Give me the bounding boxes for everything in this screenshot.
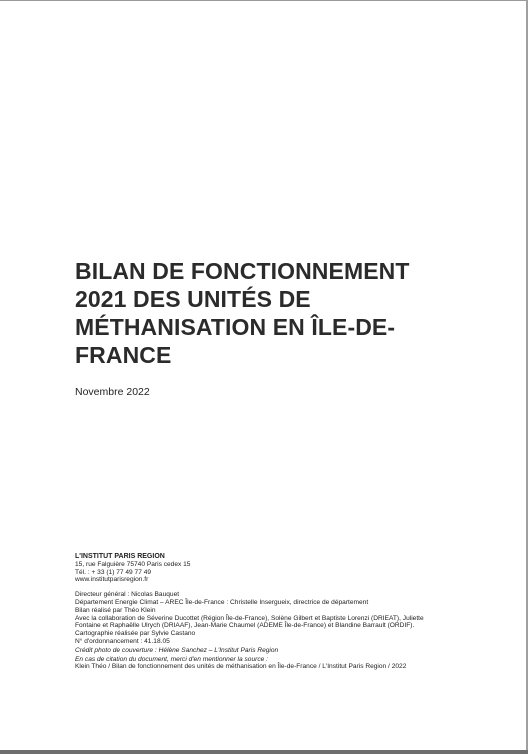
credit-director: Directeur général : Nicolas Bauquet (75, 591, 180, 599)
title-line: 2021 DES UNITÉS DE (75, 286, 311, 312)
document-title (75, 257, 475, 369)
page-top-border (0, 0, 528, 1)
credit-author: Bilan réalisé par Théo Klein (75, 606, 156, 614)
spacer (75, 584, 495, 591)
credit-order-number: N° d'ordonnancement : 41.18.05 (75, 637, 170, 645)
citation-notice: En cas de citation du document, merci d'en mentionner la source : (75, 655, 268, 663)
publisher-address: 15, rue Falguière 75740 Paris cedex 15 (75, 560, 191, 568)
credit-collaboration: Fontaine et Raphaëlle Ulrych (DRIAAF), Jean-Marie Chaumel (ADEME Île-de-France) et Blandine Barrault (ORDIF). (75, 622, 415, 630)
credit-cartography: Cartographie réalisée par Sylvie Castano (75, 630, 196, 638)
publisher-website: www.institutparisregion.fr (75, 576, 149, 584)
citation-reference: Klein Théo / Bilan de fonctionnement des unités de méthanisation en Île-de-France / L'Institut Paris Region / 2022 (75, 663, 407, 671)
publisher-name: L'INSTITUT PARIS REGION (75, 553, 165, 560)
imprint-block (75, 553, 495, 671)
title-line: BILAN DE FONCTIONNEMENT (75, 258, 410, 284)
credit-photo: Crédit photo de couverture : Hélène Sanchez – L'Institut Paris Region (75, 646, 279, 654)
credit-collaboration: Avec la collaboration de Séverine Ducottet (Région Île-de-France), Solène Gilbert et Baptiste Lorenzi (DRIEAT), Juliette (75, 614, 424, 622)
page-bottom-border (0, 750, 528, 754)
publication-date: Novembre 2022 (75, 386, 150, 398)
credit-department: Département Energie Climat – AREC Île-de-France : Christelle Insergueix, directrice de département (75, 598, 369, 606)
title-line: FRANCE (75, 342, 172, 368)
publisher-phone: Tél. : + 33 (1) 77 49 77 49 (75, 568, 152, 576)
title-line: MÉTHANISATION EN ÎLE-DE- (75, 314, 396, 340)
